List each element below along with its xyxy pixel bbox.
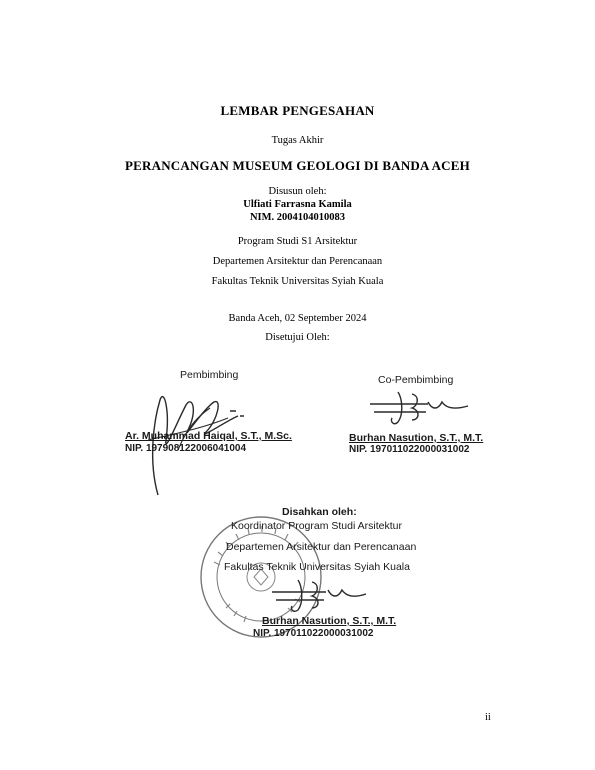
page-heading: LEMBAR PENGESAHAN bbox=[220, 103, 375, 118]
author-name: Ulfiati Farrasna Kamila bbox=[243, 199, 352, 210]
ratified-line-department: Departemen Arsitektur dan Perencanaan bbox=[226, 541, 417, 553]
program-name: Program Studi S1 Arsitektur bbox=[237, 236, 358, 247]
co-supervisor-name: Burhan Nasution, S.T., M.T. bbox=[349, 432, 484, 444]
ratifier-signature bbox=[270, 578, 380, 614]
thesis-title: PERANCANGAN MUSEUM GEOLOGI DI BANDA ACEH bbox=[125, 158, 470, 173]
supervisor-nip: NIP. 197908122006041004 bbox=[125, 443, 247, 454]
co-supervisor-role: Co-Pembimbing bbox=[378, 374, 454, 386]
approved-by-label: Disetujui Oleh: bbox=[265, 332, 330, 343]
ratified-line-faculty: Fakultas Teknik Universitas Syiah Kuala bbox=[224, 561, 410, 573]
prepared-by-label: Disusun oleh: bbox=[268, 186, 327, 197]
ratified-line-coordinator: Koordinator Program Studi Arsitektur bbox=[231, 520, 402, 532]
supervisor-name: Ar. Muhammad Haiqal, S.T., M.Sc. bbox=[125, 430, 292, 442]
place-date: Banda Aceh, 02 September 2024 bbox=[228, 313, 367, 324]
ratifier-name: Burhan Nasution, S.T., M.T. bbox=[262, 615, 397, 627]
department-name: Departemen Arsitektur dan Perencanaan bbox=[212, 256, 383, 267]
page-number: ii bbox=[485, 712, 491, 723]
co-supervisor-signature bbox=[368, 388, 478, 428]
author-nim: NIM. 2004104010083 bbox=[249, 212, 346, 223]
document-subtitle: Tugas Akhir bbox=[271, 135, 324, 146]
faculty-name: Fakultas Teknik Universitas Syiah Kuala bbox=[211, 276, 384, 287]
co-supervisor-nip: NIP. 197011022000031002 bbox=[349, 444, 470, 455]
ratified-label: Disahkan oleh: bbox=[282, 506, 357, 518]
supervisor-role: Pembimbing bbox=[180, 369, 239, 381]
ratifier-nip: NIP. 197011022000031002 bbox=[253, 628, 374, 639]
